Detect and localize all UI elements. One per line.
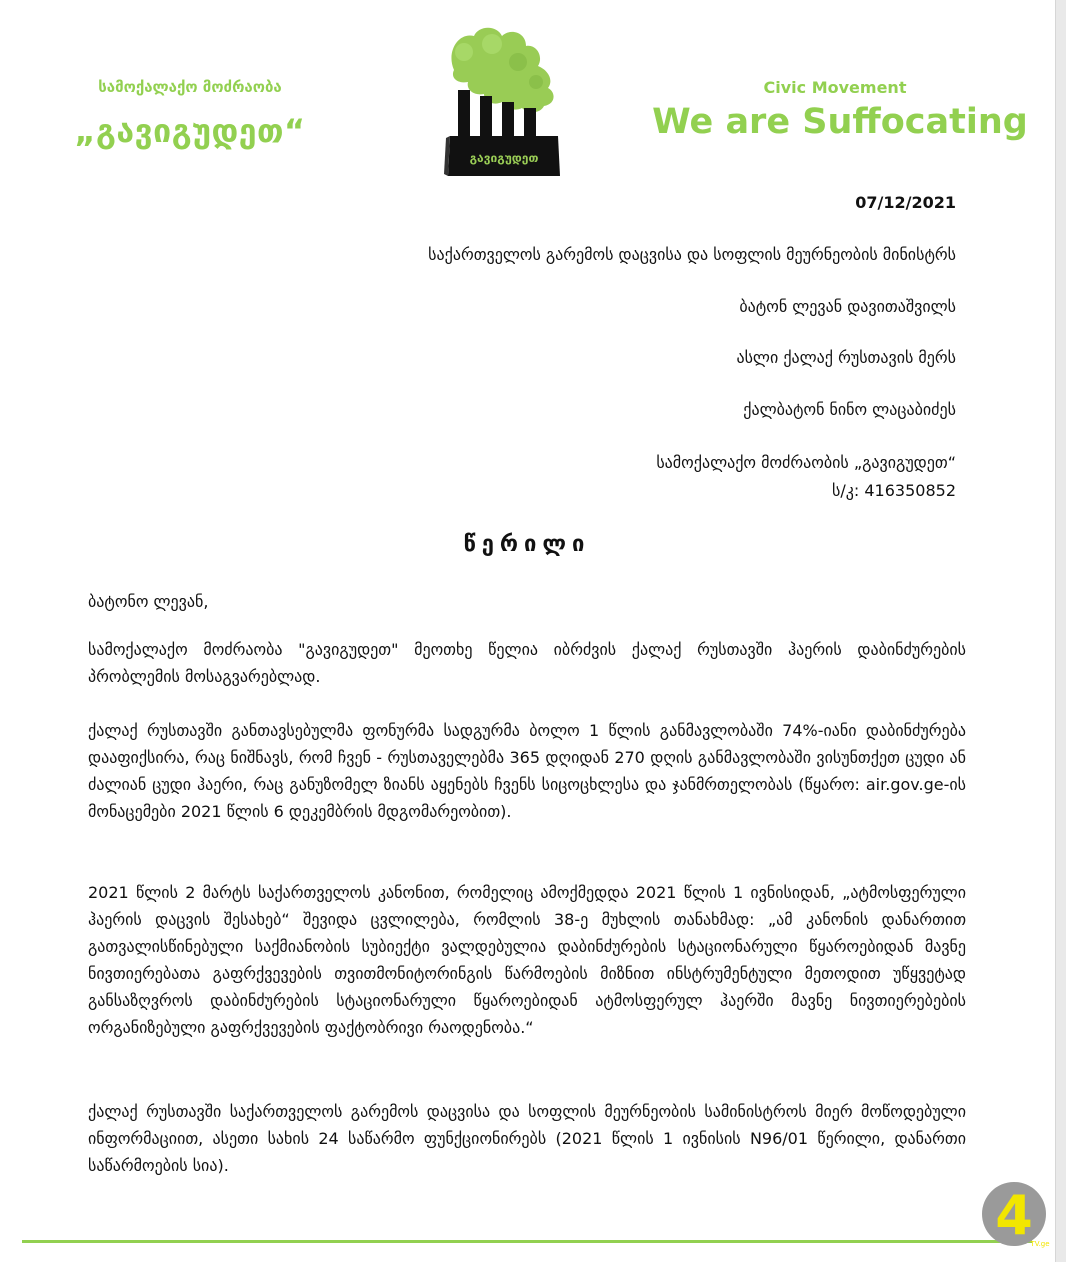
header-left-title: „გავიგუდეთ“	[74, 112, 306, 150]
sender-id: ს/კ: 416350852	[831, 481, 956, 500]
header-right-subtitle: Civic Movement	[763, 78, 907, 97]
recipient-line: ასლი ქალაქ რუსთავის მერს	[736, 348, 956, 367]
paragraph: ქალაქ რუსთავში საქართველოს გარემოს დაცვისა და სოფლის მეურნეობის სამინისტროს მიერ მოწოდებული ინფორმაციით, ასეთი სახის 24 საწარმო ფუნქციონირებს (2021 წლის 1 ივნისის N96/01 წერილი, დანართი საწარმოების სია).	[88, 1102, 966, 1175]
tv4-logo	[980, 1180, 1050, 1250]
letter-date: 07/12/2021	[855, 193, 956, 212]
header-left-subtitle: სამოქალაქო მოძრაობა	[98, 78, 282, 96]
paragraph: ქალაქ რუსთავში განთავსებულმა ფონურმა სადგურმა ბოლო 1 წლის განმავლობაში 74%-იანი დაბინძურება დააფიქსირა, რაც ნიშნავს, რომ ჩვენ - რუსთაველებმა 365 დღიდან 270 დღის განმავლობაში ვისუნთქეთ ცუდი ან ძალიან ცუდი ჰაერი, რაც განუზომელ ზიანს აყენებს ჩვენს სიცოცხლესა და ჯანმრთელობას (წყარო: air.gov.ge-ის მონაცემები 2021 წლის 6 დეკემბრის მდგომარეობით).	[88, 721, 966, 821]
recipient-line: საქართველოს გარემოს დაცვისა და სოფლის მეურნეობის მინისტრს	[428, 245, 956, 264]
movement-logo	[444, 22, 564, 182]
footer-divider	[22, 1240, 1032, 1243]
greeting: ბატონო ლევან,	[88, 592, 209, 611]
paragraph: სამოქალაქო მოძრაობა "გავიგუდეთ" მეოთხე წელია იბრძვის ქალაქ რუსთავში ჰაერის დაბინძურების პრობლემის მოსაგვარებლად.	[88, 640, 966, 686]
letter-title: წერილი	[463, 532, 591, 557]
badge-text: TV.ge	[1030, 1240, 1050, 1248]
recipient-line: ქალბატონ ნინო ლაცაბიძეს	[743, 400, 956, 419]
sender-name: სამოქალაქო მოძრაობის „გავიგუდეთ“	[656, 453, 956, 472]
recipient-line: ბატონ ლევან დავითაშვილს	[739, 297, 956, 316]
vertical-scrollbar[interactable]	[1055, 0, 1066, 1262]
badge-number: 4	[995, 1184, 1033, 1247]
paragraph: 2021 წლის 2 მარტს საქართველოს კანონით, რომელიც ამოქმედდა 2021 წლის 1 ივნისიდან, „ატმოსფერული ჰაერის დაცვის შესახებ“ შევიდა ცვლილება, რომლის 38-ე მუხლის თანახმად: „ამ კანონის დანართით გათვალისწინებული საქმიანობის სუბიექტი ვალდებულია დაბინძურების სტაციონარული წყაროებიდან მავნე ნივთიერებათა გაფრქვევების თვითმონიტორინგის წარმოების მიზნით ინსტრუმენტული მეთოდით უწყვეტად განსაზღვროს დაბინძურების სტაციონარული წყაროებიდან ატმოსფერულ ჰაერში მავნე ნივთიერებების ორგანიზებული გაფრქვევების ფაქტობრივი რაოდენობა.“	[88, 883, 966, 1037]
header-right-title: We are Suffocating	[652, 102, 1028, 142]
logo-text: გავიგუდეთ	[469, 151, 539, 165]
